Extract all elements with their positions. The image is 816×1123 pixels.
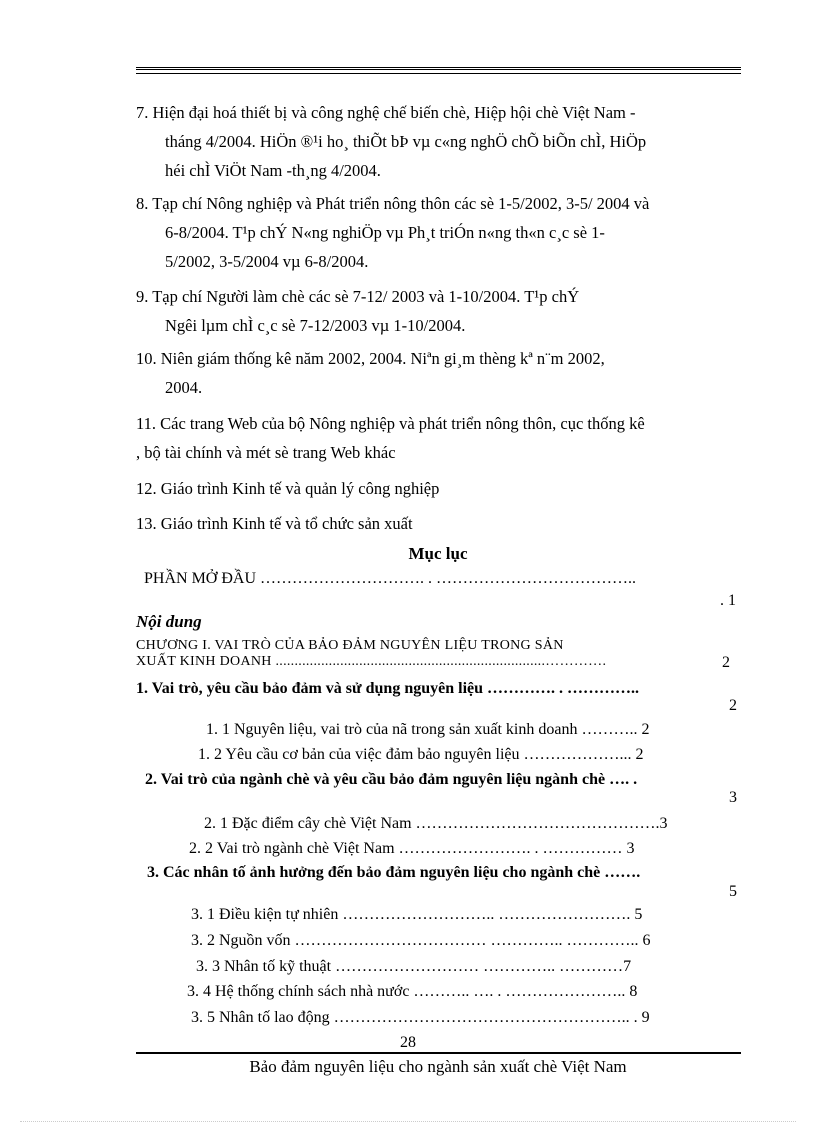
reference-item-7	[136, 98, 740, 185]
page-number: 28	[400, 1034, 416, 1051]
toc-entry-level2: 3. 5 Nhân tố lao động ……………………………………………….. . 9	[191, 1009, 650, 1026]
reference-item-10	[136, 344, 740, 402]
reference-item-11	[136, 409, 740, 467]
toc-entry-level2: 1. 1 Nguyên liệu, vai trò của nã trong sản xuất kinh doanh ……….. 2	[206, 721, 650, 738]
reference-item-9	[136, 282, 740, 340]
reference-line: 5/2002, 3-5/2004 vµ 6-8/2004.	[165, 252, 369, 271]
toc-entry-intro: PHẦN MỞ ĐẦU …………………………. . ………………………………..	[144, 570, 637, 587]
reference-line: 12. Giáo trình Kinh tế và quản lý công nghiệp	[136, 479, 440, 498]
toc-entry-level2: 3. 3 Nhân tố kỹ thuật ……………………… ………….. …………7	[196, 958, 632, 975]
toc-entry-level2: 2. 2 Vai trò ngành chè Việt Nam ……………………. . …………… 3	[189, 840, 635, 857]
toc-page-number: 3	[729, 789, 737, 806]
toc-entry-level1: 2. Vai trò của ngành chè và yêu cầu bảo đảm nguyên liệu ngành chè …. .	[145, 771, 638, 788]
reference-line: Ngêi lµm chÌ c¸c sè 7-12/2003 vµ 1-10/2004.	[165, 316, 466, 335]
reference-line: 2004.	[165, 378, 203, 397]
reference-line: héi chÌ ViÖt Nam -th¸ng 4/2004.	[165, 161, 381, 180]
toc-entry-level2: 1. 2 Yêu cầu cơ bản của việc đảm bảo nguyên liệu ………………... 2	[198, 746, 644, 763]
reference-item-12	[136, 474, 740, 503]
reference-line: 8. Tạp chí Nông nghiệp và Phát triển nông thôn các sè 1-5/2002, 3-5/ 2004 và	[136, 194, 650, 213]
toc-title: Mục lục	[408, 544, 468, 563]
reference-line: 6-8/2004. T¹p chÝ N«ng nghiÖp vµ Ph¸t triÓn n«ng th«n c¸c sè 1-	[165, 223, 605, 242]
reference-line: tháng 4/2004. HiÖn ®¹i ho¸ thiÕt bÞ vµ c«ng nghÖ chÕ biÕn chÌ, HiÖp	[165, 132, 647, 151]
reference-line: 10. Niên giám thống kê năm 2002, 2004. Niªn gi¸m thèng kª n¨m 2002,	[136, 349, 605, 368]
running-footer: Bảo đảm nguyên liệu cho ngành sản xuất chè Việt Nam	[249, 1057, 627, 1076]
toc-page-number: 2	[722, 654, 730, 671]
toc-page-number: 2	[729, 697, 737, 714]
toc-chapter-heading: XUẤT KINH DOANH .......................................................................………….	[136, 654, 607, 669]
toc-entry-level1: 3. Các nhân tố ảnh hưởng đến bảo đảm nguyên liệu cho ngành chè …….	[147, 864, 641, 881]
reference-line: 11. Các trang Web của bộ Nông nghiệp và phát triển nông thôn, cục thống kê	[136, 414, 645, 433]
reference-line: 9. Tạp chí Người làm chè các sè 7-12/ 2003 và 1-10/2004. T¹p chÝ	[136, 287, 580, 306]
header-double-rule	[136, 67, 741, 74]
toc-entry-level2: 2. 1 Đặc điểm cây chè Việt Nam ……………………………………….3	[204, 815, 668, 832]
toc-entry-level2: 3. 4 Hệ thống chính sách nhà nước ……….. …. . ………………….. 8	[187, 983, 638, 1000]
reference-item-8	[136, 189, 740, 276]
toc-chapter-heading: CHƯƠNG I. VAI TRÒ CỦA BẢO ĐẢM NGUYÊN LIỆU TRONG SẢN	[136, 638, 564, 653]
toc-page-number: 5	[729, 883, 737, 900]
page-edge-divider	[20, 1121, 796, 1122]
toc-section-heading: Nội dung	[136, 612, 202, 631]
toc-page-number: . 1	[720, 592, 736, 609]
reference-line: 13. Giáo trình Kinh tế và tổ chức sản xuất	[136, 514, 413, 533]
reference-item-13	[136, 509, 740, 538]
toc-entry-level2: 3. 1 Điều kiện tự nhiên ……………………….. ……………………. 5	[191, 906, 643, 923]
footer-rule	[136, 1052, 741, 1054]
toc-entry-level1: 1. Vai trò, yêu cầu bảo đảm và sử dụng nguyên liệu …………. . …………..	[136, 680, 640, 697]
reference-line: 7. Hiện đại hoá thiết bị và công nghệ chế biến chè, Hiệp hội chè Việt Nam -	[136, 103, 636, 122]
toc-entry-level2: 3. 2 Nguồn vốn ……………………………… ………….. ………….. 6	[191, 932, 651, 949]
reference-line: , bộ tài chính và mét sè trang Web khác	[136, 443, 396, 462]
